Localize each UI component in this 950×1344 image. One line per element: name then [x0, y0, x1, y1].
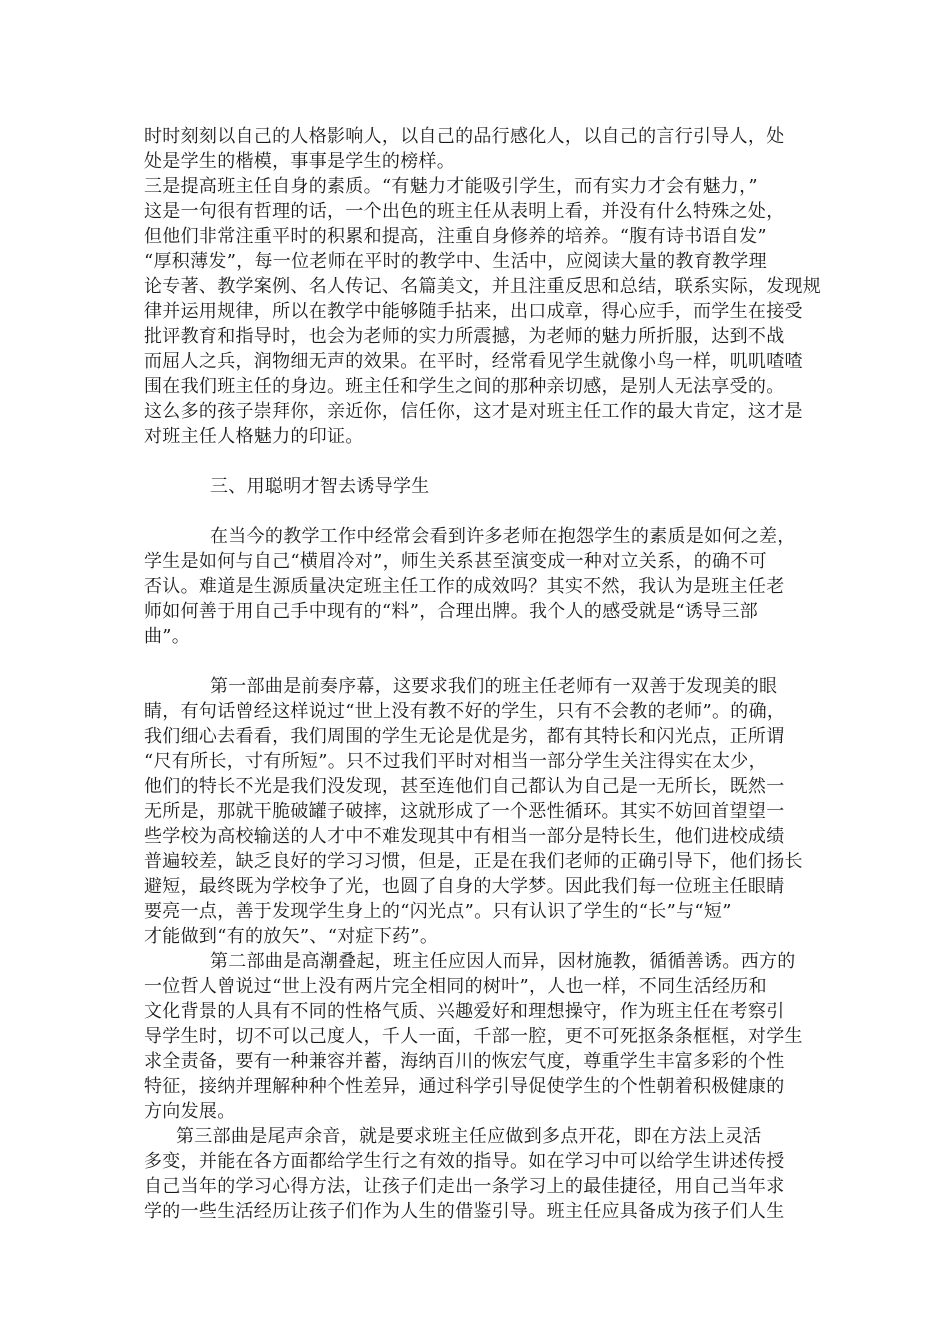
text-line: 才能做到“有的放矢”、“对症下药”。: [144, 926, 439, 947]
text-line: 我们细心去看看，我们周围的学生无论是优是劣，都有其特长和闪光点，正所谓: [144, 726, 785, 747]
text-line: 导学生时，切不可以己度人，千人一面，千部一腔，更不可死抠条条框框，对学生: [144, 1026, 803, 1047]
text-line: 师如何善于用自己手中现有的“料”，合理出牌。我个人的感受就是“诱导三部: [144, 601, 759, 622]
text-line: 时时刻刻以自己的人格影响人，以自己的品行感化人，以自己的言行引导人，处: [144, 126, 785, 147]
text-line: 但他们非常注重平时的积累和提高，注重自身修养的培养。“腹有诗书语自发”: [144, 226, 767, 247]
text-line: 些学校为高校输送的人才中不难发现其中有相当一部分是特长生，他们进校成绩: [144, 826, 785, 847]
text-line: 一位哲人曾说过“世上没有两片完全相同的树叶”，人也一样，不同生活经历和: [144, 976, 767, 997]
text-line: 这么多的孩子崇拜你，亲近你，信任你，这才是对班主任工作的最大肯定，这才是: [144, 401, 803, 422]
text-line: 曲”。: [144, 626, 191, 647]
text-line: “尺有所长，寸有所短”。只不过我们平时对相当一部分学生关注得实在太少，: [144, 751, 767, 772]
text-line: 求全责备，要有一种兼容并蓄，海纳百川的恢宏气度，尊重学生丰富多彩的个性: [144, 1051, 785, 1072]
text-line: 否认。难道是生源质量决定班主任工作的成效吗？其实不然，我认为是班主任老: [144, 576, 785, 597]
text-line: 学的一些生活经历让孩子们作为人生的借鉴引导。班主任应具备成为孩子们人生: [144, 1201, 785, 1222]
text-line: 文化背景的人具有不同的性格气质、兴趣爱好和理想操守，作为班主任在考察引: [144, 1001, 785, 1022]
text-line: 无所是，那就干脆破罐子破摔，这就形成了一个恶性循环。其实不妨回首望望一: [144, 801, 785, 822]
text-line: 批评教育和指导时，也会为老师的实力所震撼，为老师的魅力所折服，达到不战: [144, 326, 785, 347]
text-line: 他们的特长不光是我们没发现，甚至连他们自己都认为自己是一无所长，既然一: [144, 776, 785, 797]
text-line: 普遍较差，缺乏良好的学习习惯，但是，正是在我们老师的正确引导下，他们扬长: [144, 851, 803, 872]
text-line: 论专著、教学案例、名人传记、名篇美文，并且注重反思和总结，联系实际，发现规: [144, 276, 822, 297]
text-line: 避短，最终既为学校争了光，也圆了自身的大学梦。因此我们每一位班主任眼睛: [144, 876, 785, 897]
text-line: 第二部曲是高潮叠起，班主任应因人而异，因材施教，循循善诱。西方的: [210, 951, 796, 972]
text-line: 多变，并能在各方面都给学生行之有效的指导。如在学习中可以给学生讲述传授: [144, 1151, 785, 1172]
text-line: 睛，有句话曾经这样说过“世上没有教不好的学生，只有不会教的老师”。的确，: [144, 701, 786, 722]
text-line: 第一部曲是前奏序幕，这要求我们的班主任老师有一双善于发现美的眼: [210, 676, 778, 697]
text-line: 对班主任人格魅力的印证。: [144, 426, 364, 447]
text-line: 律并运用规律，所以在教学中能够随手拈来，出口成章，得心应手，而学生在接受: [144, 301, 803, 322]
text-line: 三是提高班主任自身的素质。“有魅力才能吸引学生，而有实力才会有魅力，”: [144, 176, 758, 197]
text-line: 学生是如何与自己“横眉冷对”，师生关系甚至演变成一种对立关系，的确不可: [144, 551, 767, 572]
text-line: 方向发展。: [144, 1101, 236, 1122]
text-line: “厚积薄发”，每一位老师在平时的教学中、生活中，应阅读大量的教育教学理: [144, 251, 767, 272]
text-line: 自己当年的学习心得方法，让孩子们走出一条学习上的最佳捷径，用自己当年求: [144, 1176, 785, 1197]
text-line: 而屈人之兵，润物细无声的效果。在平时，经常看见学生就像小鸟一样，叽叽喳喳: [144, 351, 803, 372]
text-line: 处是学生的楷模，事事是学生的榜样。: [144, 151, 456, 172]
text-line: 特征，接纳并理解种种个性差异，通过科学引导促使学生的个性朝着积极健康的: [144, 1076, 785, 1097]
text-line: 要亮一点，善于发现学生身上的“闪光点”。只有认识了学生的“长”与“短”: [144, 901, 732, 922]
text-line: 围在我们班主任的身边。班主任和学生之间的那种亲切感，是别人无法享受的。: [144, 376, 785, 397]
text-line: 这是一句很有哲理的话，一个出色的班主任从表明上看，并没有什么特殊之处，: [144, 201, 785, 222]
section-heading: 三、用聪明才智去诱导学生: [210, 476, 430, 497]
text-line: 在当今的教学工作中经常会看到许多老师在抱怨学生的素质是如何之差，: [210, 526, 796, 547]
text-line: 第三部曲是尾声余音，就是要求班主任应做到多点开花，即在方法上灵活: [176, 1126, 762, 1147]
